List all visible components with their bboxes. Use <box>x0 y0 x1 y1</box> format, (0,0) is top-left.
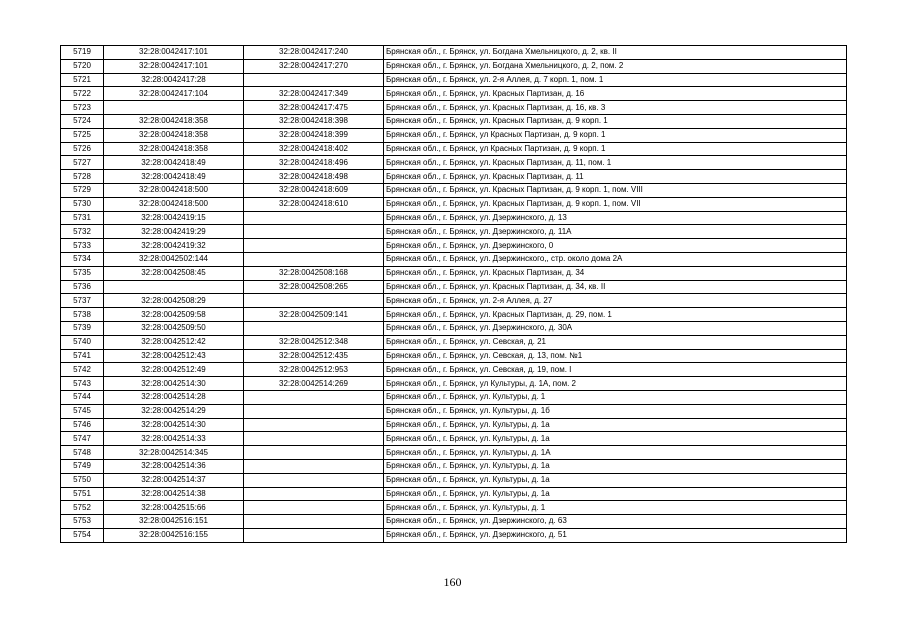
parcel-cadastral-number-cell: 32:28:0042418:49 <box>104 156 244 170</box>
table-row <box>61 418 847 432</box>
table-row <box>61 404 847 418</box>
parcel-cadastral-number-cell: 32:28:0042418:358 <box>104 128 244 142</box>
parcel-cadastral-number-cell: 32:28:0042418:358 <box>104 114 244 128</box>
row-number-cell: 5722 <box>61 87 104 101</box>
address-cell: Брянская обл., г. Брянск, ул. Красных Партизан, д. 9 корп. 1, пом. VIII <box>384 183 847 197</box>
row-number-cell: 5725 <box>61 128 104 142</box>
table-row <box>61 528 847 542</box>
address-cell: Брянская обл., г. Брянск, ул. Культуры, д. 1 <box>384 501 847 515</box>
address-cell: Брянская обл., г. Брянск, ул. Красных Партизан, д. 34 <box>384 266 847 280</box>
address-cell: Брянская обл., г. Брянск, ул. Культуры, д. 1а <box>384 459 847 473</box>
address-cell: Брянская обл., г. Брянск, ул. Культуры, д. 1А <box>384 446 847 460</box>
parcel-cadastral-number-cell: 32:28:0042514:30 <box>104 377 244 391</box>
address-cell: Брянская обл., г. Брянск, ул. Культуры, д. 1а <box>384 418 847 432</box>
object-cadastral-number-cell: 32:28:0042512:435 <box>244 349 384 363</box>
row-number-cell: 5748 <box>61 446 104 460</box>
row-number-cell: 5738 <box>61 308 104 322</box>
row-number-cell: 5732 <box>61 225 104 239</box>
parcel-cadastral-number-cell: 32:28:0042514:345 <box>104 446 244 460</box>
row-number-cell: 5742 <box>61 363 104 377</box>
parcel-cadastral-number-cell: 32:28:0042514:33 <box>104 432 244 446</box>
parcel-cadastral-number-cell: 32:28:0042509:50 <box>104 321 244 335</box>
row-number-cell: 5731 <box>61 211 104 225</box>
row-number-cell: 5739 <box>61 321 104 335</box>
table-row <box>61 473 847 487</box>
address-cell: Брянская обл., г. Брянск, ул. Дзержинского, д. 30А <box>384 321 847 335</box>
object-cadastral-number-cell: 32:28:0042418:496 <box>244 156 384 170</box>
object-cadastral-number-cell: 32:28:0042514:269 <box>244 377 384 391</box>
row-number-cell: 5741 <box>61 349 104 363</box>
row-number-cell: 5723 <box>61 101 104 115</box>
parcel-cadastral-number-cell: 32:28:0042514:28 <box>104 390 244 404</box>
row-number-cell: 5724 <box>61 114 104 128</box>
table-row <box>61 156 847 170</box>
address-cell: Брянская обл., г. Брянск, ул. Красных Партизан, д. 11, пом. 1 <box>384 156 847 170</box>
parcel-cadastral-number-cell: 32:28:0042418:358 <box>104 142 244 156</box>
table-row <box>61 501 847 515</box>
object-cadastral-number-cell <box>244 321 384 335</box>
parcel-cadastral-number-cell <box>104 101 244 115</box>
row-number-cell: 5719 <box>61 46 104 60</box>
address-cell: Брянская обл., г. Брянск, ул. Красных Партизан, д. 9 корп. 1, пом. VII <box>384 197 847 211</box>
parcel-cadastral-number-cell <box>104 280 244 294</box>
object-cadastral-number-cell: 32:28:0042417:349 <box>244 87 384 101</box>
object-cadastral-number-cell <box>244 404 384 418</box>
object-cadastral-number-cell: 32:28:0042417:270 <box>244 59 384 73</box>
object-cadastral-number-cell: 32:28:0042418:398 <box>244 114 384 128</box>
parcel-cadastral-number-cell: 32:28:0042516:151 <box>104 515 244 529</box>
address-cell: Брянская обл., г. Брянск, ул. 2-я Аллея, д. 27 <box>384 294 847 308</box>
parcel-cadastral-number-cell: 32:28:0042502:144 <box>104 252 244 266</box>
object-cadastral-number-cell <box>244 515 384 529</box>
object-cadastral-number-cell: 32:28:0042512:348 <box>244 335 384 349</box>
object-cadastral-number-cell: 32:28:0042418:609 <box>244 183 384 197</box>
address-cell: Брянская обл., г. Брянск, ул Красных Партизан, д. 9 корп. 1 <box>384 128 847 142</box>
address-cell: Брянская обл., г. Брянск, ул. 2-я Аллея, д. 7 корп. 1, пом. 1 <box>384 73 847 87</box>
address-cell: Брянская обл., г. Брянск, ул. Дзержинского, д. 51 <box>384 528 847 542</box>
parcel-cadastral-number-cell: 32:28:0042512:43 <box>104 349 244 363</box>
row-number-cell: 5749 <box>61 459 104 473</box>
table-row <box>61 252 847 266</box>
object-cadastral-number-cell: 32:28:0042418:610 <box>244 197 384 211</box>
address-cell: Брянская обл., г. Брянск, ул. Севская, д. 13, пом. №1 <box>384 349 847 363</box>
parcel-cadastral-number-cell: 32:28:0042514:29 <box>104 404 244 418</box>
object-cadastral-number-cell: 32:28:0042508:265 <box>244 280 384 294</box>
parcel-cadastral-number-cell: 32:28:0042514:36 <box>104 459 244 473</box>
object-cadastral-number-cell <box>244 459 384 473</box>
object-cadastral-number-cell <box>244 294 384 308</box>
table-row <box>61 142 847 156</box>
address-cell: Брянская обл., г. Брянск, ул Красных Партизан, д. 9 корп. 1 <box>384 142 847 156</box>
table-row <box>61 349 847 363</box>
object-cadastral-number-cell: 32:28:0042512:953 <box>244 363 384 377</box>
parcel-cadastral-number-cell: 32:28:0042515:66 <box>104 501 244 515</box>
table-row <box>61 377 847 391</box>
object-cadastral-number-cell <box>244 418 384 432</box>
address-cell: Брянская обл., г. Брянск, ул. Красных Партизан, д. 9 корп. 1 <box>384 114 847 128</box>
address-cell: Брянская обл., г. Брянск, ул. Красных Партизан, д. 16, кв. 3 <box>384 101 847 115</box>
row-number-cell: 5745 <box>61 404 104 418</box>
table-row <box>61 363 847 377</box>
table-row <box>61 459 847 473</box>
table-row <box>61 183 847 197</box>
object-cadastral-number-cell <box>244 211 384 225</box>
parcel-cadastral-number-cell: 32:28:0042417:101 <box>104 46 244 60</box>
table-row <box>61 515 847 529</box>
table-row <box>61 487 847 501</box>
table-row <box>61 321 847 335</box>
row-number-cell: 5730 <box>61 197 104 211</box>
table-row <box>61 308 847 322</box>
row-number-cell: 5740 <box>61 335 104 349</box>
row-number-cell: 5720 <box>61 59 104 73</box>
address-cell: Брянская обл., г. Брянск, ул. Богдана Хмельницкого, д. 2, пом. 2 <box>384 59 847 73</box>
row-number-cell: 5733 <box>61 239 104 253</box>
row-number-cell: 5735 <box>61 266 104 280</box>
parcel-cadastral-number-cell: 32:28:0042508:45 <box>104 266 244 280</box>
object-cadastral-number-cell <box>244 501 384 515</box>
parcel-cadastral-number-cell: 32:28:0042419:32 <box>104 239 244 253</box>
object-cadastral-number-cell: 32:28:0042418:399 <box>244 128 384 142</box>
parcel-cadastral-number-cell: 32:28:0042417:28 <box>104 73 244 87</box>
object-cadastral-number-cell <box>244 239 384 253</box>
object-cadastral-number-cell <box>244 252 384 266</box>
address-cell: Брянская обл., г. Брянск, ул. Культуры, д. 1а <box>384 432 847 446</box>
address-cell: Брянская обл., г. Брянск, ул. Культуры, д. 1 <box>384 390 847 404</box>
address-cell: Брянская обл., г. Брянск, ул. Культуры, д. 1б <box>384 404 847 418</box>
table-row <box>61 170 847 184</box>
address-cell: Брянская обл., г. Брянск, ул. Дзержинского, д. 63 <box>384 515 847 529</box>
object-cadastral-number-cell <box>244 446 384 460</box>
table-row <box>61 114 847 128</box>
object-cadastral-number-cell <box>244 432 384 446</box>
parcel-cadastral-number-cell: 32:28:0042512:49 <box>104 363 244 377</box>
object-cadastral-number-cell <box>244 390 384 404</box>
table-row <box>61 446 847 460</box>
object-cadastral-number-cell <box>244 225 384 239</box>
table-row <box>61 197 847 211</box>
address-cell: Брянская обл., г. Брянск, ул. Севская, д. 21 <box>384 335 847 349</box>
address-cell: Брянская обл., г. Брянск, ул. Дзержинского,, стр. около дома 2А <box>384 252 847 266</box>
address-cell: Брянская обл., г. Брянск, ул. Красных Партизан, д. 16 <box>384 87 847 101</box>
object-cadastral-number-cell <box>244 473 384 487</box>
table-row <box>61 432 847 446</box>
register-table-body <box>61 46 847 543</box>
object-cadastral-number-cell: 32:28:0042418:402 <box>244 142 384 156</box>
object-cadastral-number-cell: 32:28:0042417:240 <box>244 46 384 60</box>
table-row <box>61 211 847 225</box>
address-cell: Брянская обл., г. Брянск, ул. Культуры, д. 1а <box>384 487 847 501</box>
page-number: 160 <box>443 575 462 589</box>
table-row <box>61 101 847 115</box>
row-number-cell: 5752 <box>61 501 104 515</box>
row-number-cell: 5743 <box>61 377 104 391</box>
row-number-cell: 5746 <box>61 418 104 432</box>
object-cadastral-number-cell <box>244 487 384 501</box>
object-cadastral-number-cell: 32:28:0042509:141 <box>244 308 384 322</box>
address-cell: Брянская обл., г. Брянск, ул. Культуры, д. 1а <box>384 473 847 487</box>
row-number-cell: 5721 <box>61 73 104 87</box>
address-cell: Брянская обл., г. Брянск, ул. Красных Партизан, д. 11 <box>384 170 847 184</box>
parcel-cadastral-number-cell: 32:28:0042514:30 <box>104 418 244 432</box>
row-number-cell: 5736 <box>61 280 104 294</box>
address-cell: Брянская обл., г. Брянск, ул. Дзержинского, д. 13 <box>384 211 847 225</box>
parcel-cadastral-number-cell: 32:28:0042514:38 <box>104 487 244 501</box>
parcel-cadastral-number-cell: 32:28:0042417:104 <box>104 87 244 101</box>
object-cadastral-number-cell: 32:28:0042417:475 <box>244 101 384 115</box>
parcel-cadastral-number-cell: 32:28:0042514:37 <box>104 473 244 487</box>
parcel-cadastral-number-cell: 32:28:0042509:58 <box>104 308 244 322</box>
parcel-cadastral-number-cell: 32:28:0042418:49 <box>104 170 244 184</box>
row-number-cell: 5728 <box>61 170 104 184</box>
row-number-cell: 5747 <box>61 432 104 446</box>
address-cell: Брянская обл., г. Брянск, ул. Дзержинского, 0 <box>384 239 847 253</box>
object-cadastral-number-cell <box>244 73 384 87</box>
parcel-cadastral-number-cell: 32:28:0042419:15 <box>104 211 244 225</box>
row-number-cell: 5754 <box>61 528 104 542</box>
address-cell: Брянская обл., г. Брянск, ул. Севская, д. 19, пом. I <box>384 363 847 377</box>
address-cell: Брянская обл., г. Брянск, ул. Дзержинского, д. 11А <box>384 225 847 239</box>
parcel-cadastral-number-cell: 32:28:0042508:29 <box>104 294 244 308</box>
table-row <box>61 390 847 404</box>
address-cell: Брянская обл., г. Брянск, ул Культуры, д. 1А, пом. 2 <box>384 377 847 391</box>
row-number-cell: 5751 <box>61 487 104 501</box>
row-number-cell: 5737 <box>61 294 104 308</box>
table-row <box>61 280 847 294</box>
table-row <box>61 335 847 349</box>
row-number-cell: 5726 <box>61 142 104 156</box>
row-number-cell: 5753 <box>61 515 104 529</box>
object-cadastral-number-cell <box>244 528 384 542</box>
table-row <box>61 239 847 253</box>
table-row <box>61 87 847 101</box>
table-row <box>61 46 847 60</box>
parcel-cadastral-number-cell: 32:28:0042419:29 <box>104 225 244 239</box>
table-row <box>61 128 847 142</box>
address-cell: Брянская обл., г. Брянск, ул. Красных Партизан, д. 34, кв. II <box>384 280 847 294</box>
table-row <box>61 59 847 73</box>
parcel-cadastral-number-cell: 32:28:0042418:500 <box>104 183 244 197</box>
table-row <box>61 73 847 87</box>
parcel-cadastral-number-cell: 32:28:0042418:500 <box>104 197 244 211</box>
row-number-cell: 5734 <box>61 252 104 266</box>
address-cell: Брянская обл., г. Брянск, ул. Богдана Хмельницкого, д. 2, кв. II <box>384 46 847 60</box>
row-number-cell: 5750 <box>61 473 104 487</box>
parcel-cadastral-number-cell: 32:28:0042516:155 <box>104 528 244 542</box>
parcel-cadastral-number-cell: 32:28:0042417:101 <box>104 59 244 73</box>
row-number-cell: 5727 <box>61 156 104 170</box>
register-table <box>60 45 847 543</box>
row-number-cell: 5744 <box>61 390 104 404</box>
object-cadastral-number-cell: 32:28:0042508:168 <box>244 266 384 280</box>
table-row <box>61 294 847 308</box>
row-number-cell: 5729 <box>61 183 104 197</box>
object-cadastral-number-cell: 32:28:0042418:498 <box>244 170 384 184</box>
table-row <box>61 266 847 280</box>
address-cell: Брянская обл., г. Брянск, ул. Красных Партизан, д. 29, пом. 1 <box>384 308 847 322</box>
parcel-cadastral-number-cell: 32:28:0042512:42 <box>104 335 244 349</box>
table-row <box>61 225 847 239</box>
